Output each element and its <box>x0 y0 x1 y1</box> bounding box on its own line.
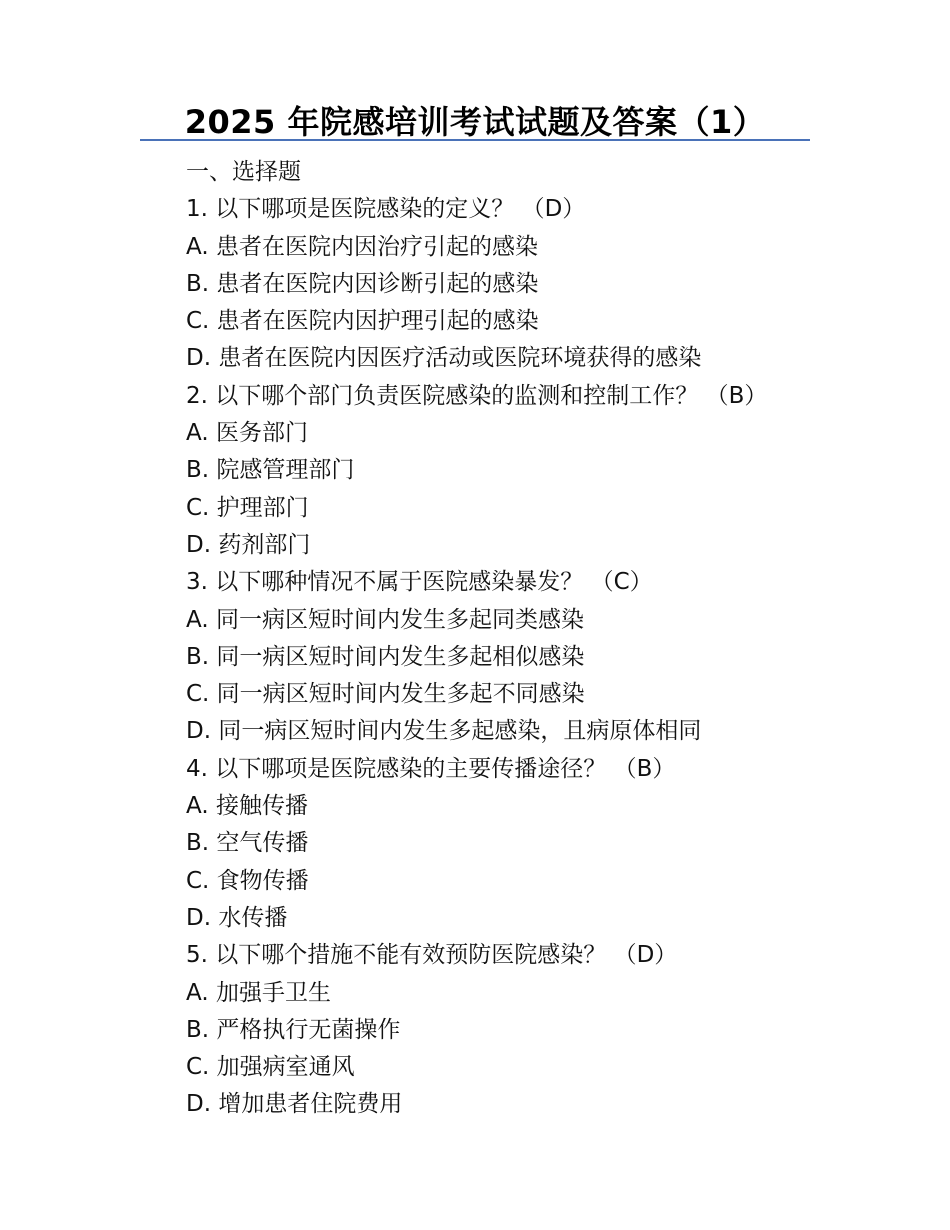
option-d: D. 水传播 <box>186 904 288 931</box>
option-c: C. 食物传播 <box>186 867 309 894</box>
question-4 <box>186 751 826 937</box>
option-a: A. 医务部门 <box>186 420 308 447</box>
option-d: D. 同一病区短时间内发生多起感染，且病原体相同 <box>186 718 702 745</box>
question-1 <box>186 191 826 377</box>
option-c: C. 护理部门 <box>186 494 309 521</box>
option-b: B. 患者在医院内因诊断引起的感染 <box>186 270 539 297</box>
option-a: A. 接触传播 <box>186 793 308 820</box>
title-underline <box>140 139 810 141</box>
option-d: D. 患者在医院内因医疗活动或医院环境获得的感染 <box>186 345 702 372</box>
question-2 <box>186 378 826 564</box>
question-5 <box>186 937 826 1123</box>
option-a: A. 患者在医院内因治疗引起的感染 <box>186 233 538 260</box>
option-c: C. 加强病室通风 <box>186 1054 355 1081</box>
section-heading: 一、选择题 <box>186 159 301 185</box>
option-a: A. 同一病区短时间内发生多起同类感染 <box>186 606 584 633</box>
option-b: B. 空气传播 <box>186 830 309 857</box>
question-stem: 4. 以下哪项是医院感染的主要传播途径？ （B） <box>186 755 676 782</box>
option-b: B. 院感管理部门 <box>186 457 355 484</box>
question-stem: 1. 以下哪项是医院感染的定义？ （D） <box>186 196 586 223</box>
option-c: C. 同一病区短时间内发生多起不同感染 <box>186 681 585 708</box>
question-stem: 3. 以下哪种情况不属于医院感染暴发？ （C） <box>186 569 653 596</box>
option-c: C. 患者在医院内因护理引起的感染 <box>186 308 539 335</box>
question-stem: 2. 以下哪个部门负责医院感染的监测和控制工作？ （B） <box>186 382 768 409</box>
option-b: B. 同一病区短时间内发生多起相似感染 <box>186 643 585 670</box>
question-stem: 5. 以下哪个措施不能有效预防医院感染？ （D） <box>186 942 678 969</box>
document-body <box>186 154 826 1124</box>
option-b: B. 严格执行无菌操作 <box>186 1016 401 1043</box>
option-d: D. 药剂部门 <box>186 531 311 558</box>
option-a: A. 加强手卫生 <box>186 979 331 1006</box>
document-title: 2025 年院感培训考试试题及答案（1） <box>184 103 766 141</box>
option-d: D. 增加患者住院费用 <box>186 1091 403 1118</box>
question-3 <box>186 564 826 750</box>
